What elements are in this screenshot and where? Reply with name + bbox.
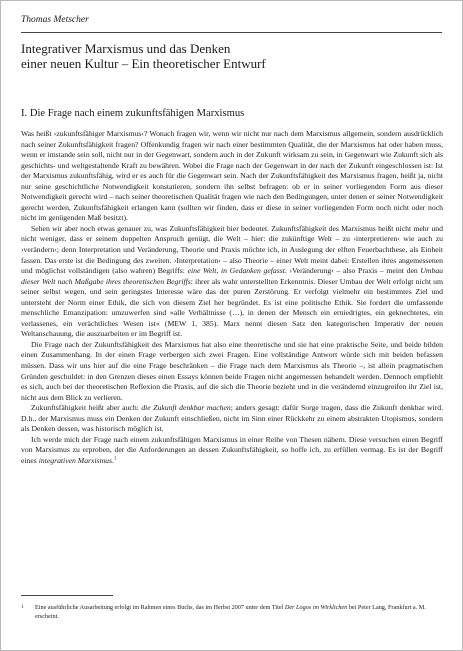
paragraph-1: Was heißt ›zukunftsfähiger Marxismus‹? Wonach fragen wir, wenn wir nicht nur nach dem Marxismus allgemein, sondern ausdrücklich nach seiner Zukunftsfähigkeit fragen? Offenkundig fragen wir nach einer bestimmten Qualität, die der Marxismus hat oder haben muss, wenn er imstande sein soll, nicht nur in der Gegenwart, sondern auch in der Zukunft wirksam zu sein, in Gegenwart wie Zukunft sich als geschichts- und weltgestaltende Kraft zu bewähren. Wobei die Frage nach der Gegenwart in der nach der Zukunft eingeschlossen ist: Ist der Marxismus zukunftsfähig, wird er es auch für die Gegenwart sein. Nach der Zukunftsfähigkeit des Marxismus fragen, heißt ja, nicht nur seine geschichtliche Notwendigkeit konstatieren, sondern ihn selbst befragen: ob er in seiner vorliegenden Form aus dieser Notwendigkeit gerecht wird – nach seiner theoretischen Qualität fragen wie nach den Bedingungen, unter denen er seiner Notwendigkeit gerecht werden, Zukunftsfähigkeit erlangen kann (sollten wir finden, dass er diese in seiner vorliegenden Form noch nicht oder noch nicht im genügenden Maß besitzt). bbox=[21, 129, 443, 223]
article-title bbox=[21, 41, 441, 71]
running-header-author: Thomas Metscher bbox=[21, 15, 89, 25]
paragraph-2-text-c: : ihrer als wahr unterstellten Erkenntnis. Dieser Umbau der Welt erfolgt nicht um seiner selbst wegen, und sein geringstes Interesse wäre das der puren Zerstörung. Er verfolgt vielmehr ein bestimmtes Ziel und untersteht der Norm einer Ethik, die sich von diesem Ziel her begründet. Es ist eine politische Ethik. Sie fordert die umfassende menschliche Emanzipation: umzuwerfen sind »alle Verhältnisse (…), in denen der Mensch ein erniedrigtes, ein geknechtetes, ein verlassenes, ein verächtliches Wesen ist« (MEW 1, 385). Marx nennt diesen Satz den kategorischen Imperativ der neuen Weltanschauung, die auszuarbeiten er im Begriff ist. bbox=[21, 276, 443, 339]
paragraph-4-emphasis: die Zukunft denkbar machen bbox=[141, 403, 231, 413]
section-heading: I. Die Frage nach einem zukunftsfähigen Marxismus bbox=[21, 108, 245, 119]
footnote-text-a: Eine ausführliche Ausarbeitung erfolgt im Rahmen eines Buchs, das im Herbst 2007 unter dem Titel bbox=[35, 604, 285, 611]
paragraph-2-emphasis-2: Umbau dieser Welt nach Maßgabe ihres theoretischen Begriffs bbox=[21, 266, 444, 286]
footnote-mark: 1 bbox=[21, 605, 24, 610]
paragraph-2-text-b: . ›Veränderung‹ – also Praxis – meint den bbox=[284, 266, 421, 276]
paragraph-2-emphasis-1: eine Welt, in Gedanken gefasst bbox=[187, 266, 285, 276]
footnote-book-title: Der Logos im Wirklichen bbox=[284, 604, 348, 611]
paragraph-5-text-b: . bbox=[111, 455, 114, 465]
paragraph-2-text-a: Sehen wir aber noch etwas genauer zu, was Zukunftsfähigkeit hier bedeutet. Zukunftsfähigkeit des Marxismus heißt nicht mehr und nicht weniger, dass er seinem doppelten Anspruch genügt, die Welt – hier: die zukünftige Welt – zu ›interpretieren‹ wie auch zu ›verändern‹; denn Interpretation und Veränderung, Theorie und Praxis möchte ich, in Auslegung der elften Feuerbachthese, als Einheit fassen. Das erste ist die Bedingung des zweiten. ›Interpretation‹ – also Theorie – einer Welt meint dabei: Erstellen ihres angemessenen und möglichst vollständigen (also wahren) Begriffs: bbox=[21, 223, 443, 276]
footnote-rule bbox=[21, 595, 113, 596]
title-line-2: einer neuen Kultur – Ein theoretischer Entwurf bbox=[21, 56, 266, 71]
paragraph-4-text-b: ; anders gesagt: dafür Sorge tragen, dass die Zukunft denkbar wird. D.h., der Marxismus muss ein Denken der Zukunft einschließen, nicht im Sinn einer Rückkehr zu einem abstrakten Utopismus, sondern als Denken dessen, was historisch möglich ist. bbox=[21, 403, 444, 434]
footnote-reference[interactable]: 1 bbox=[113, 456, 117, 462]
footnote-text bbox=[35, 604, 443, 621]
header-rule bbox=[21, 32, 442, 33]
footnote-text-b: bei Peter Lang, Frankfurt a. M. erscheint. bbox=[35, 604, 426, 620]
paragraph-5-text-a: Ich werde mich der Frage nach einem zukunftsfähigen Marxismus in einer Reihe von Thesen nähern. Diese versuchen einen Begriff von Marxismus zu erproben, der die Anforderungen an dessen Zukunftsfähigkeit, so hoffe ich, zu erfüllen vermag. Es ist der Begriff eines bbox=[21, 434, 443, 465]
paragraph-2 bbox=[21, 224, 443, 340]
footnote bbox=[21, 604, 443, 621]
title-line-1: Integrativer Marxismus und das Denken bbox=[21, 41, 231, 56]
paragraph-5-emphasis: integrativen Marxismus bbox=[38, 455, 112, 465]
body-text bbox=[21, 129, 443, 467]
paragraph-4 bbox=[21, 403, 443, 435]
paragraph-4-text-a: Zukunftsfähigkeit heißt aber auch: bbox=[31, 403, 142, 413]
paragraph-3: Die Frage nach der Zukunftsfähigkeit des Marxismus hat also eine theoretische und sie hat eine praktische Seite, und beide bilden einen Zusammenhang. In der einen Frage verbergen sich zwei Fragen. Eine vollständige Antwort würde sich mit beiden befassen müssen. Dass wir uns hier auf die eine Frage beschränken – die Frage nach dem Marxismus als Theorie –, ist allein pragmatischen Gründen geschuldet: in den Grenzen dieses einen Essays können beide Fragen nicht angemessen behandelt werden. Dennoch empfiehlt es sich, auch bei der theoretischen Reflexion die Praxis, auf die sich die Theorie bezieht und in die verändernd einzugreifen ihr Ziel ist, nicht aus dem Blick zu verlieren. bbox=[21, 339, 443, 402]
paragraph-5 bbox=[21, 435, 443, 467]
